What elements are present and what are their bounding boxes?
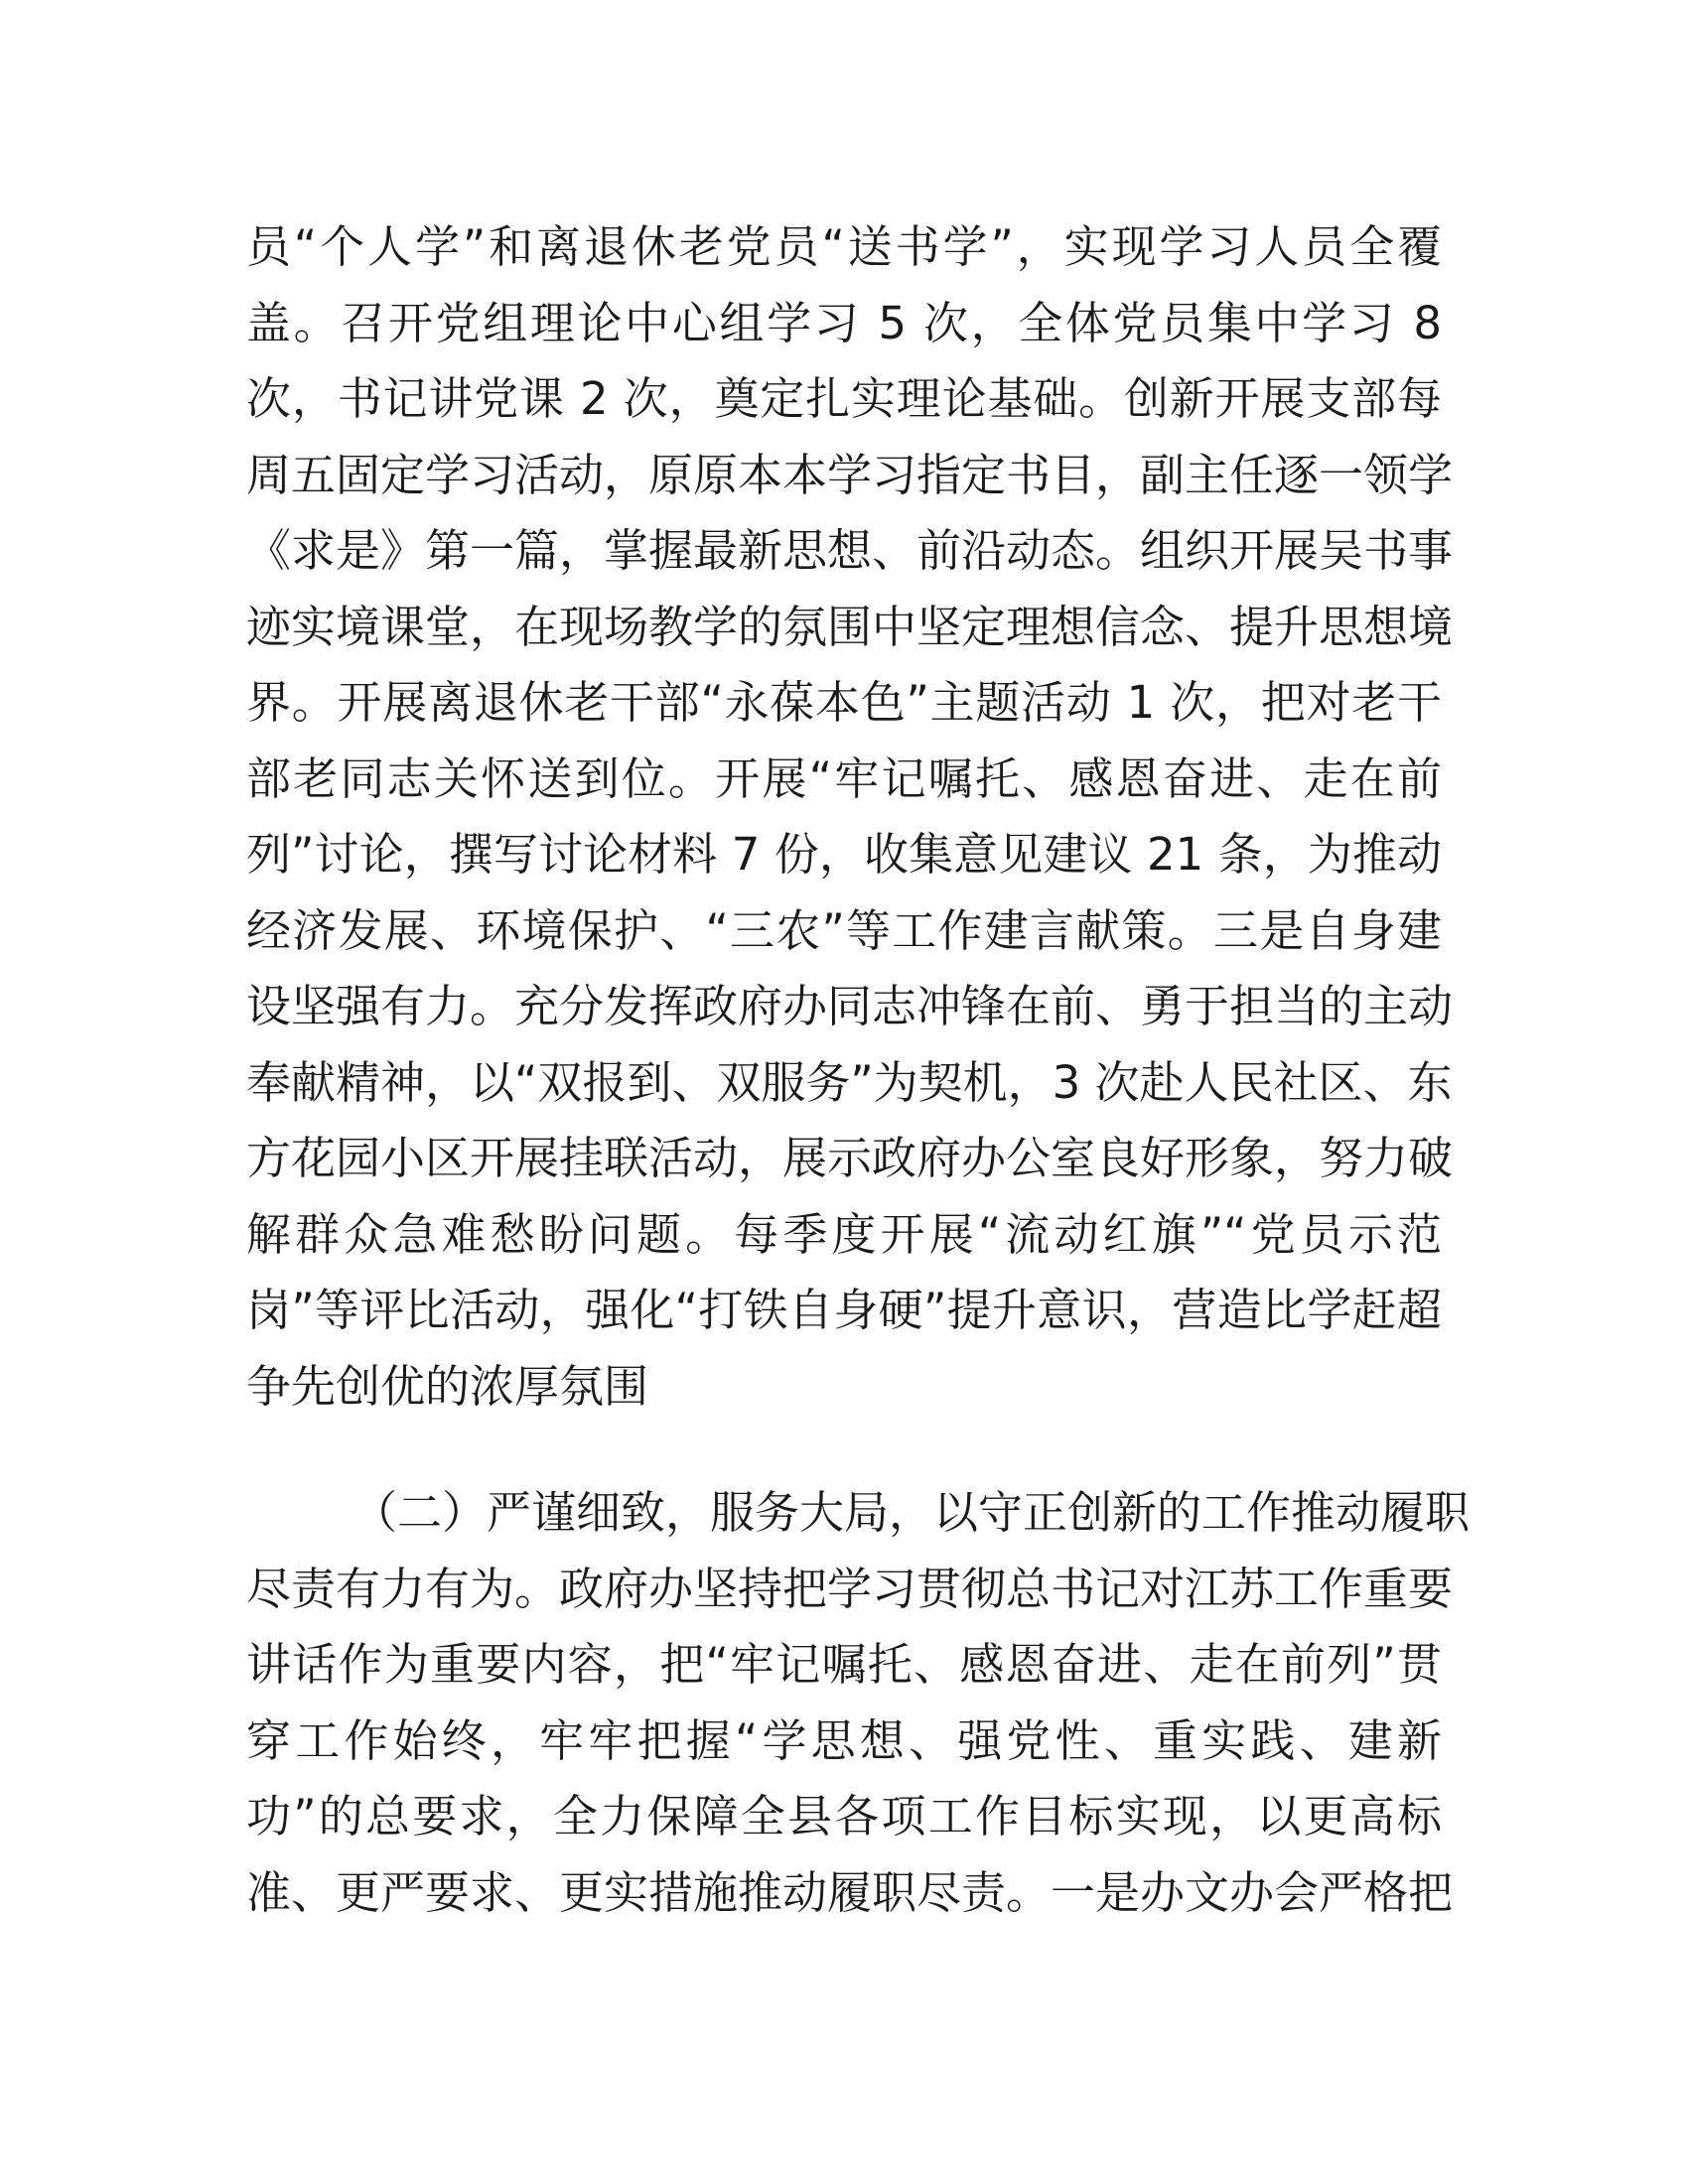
text-line: 讲话作为重要内容，把“牢记嘱托、感恩奋进、走在前列”贯 [246, 1638, 1442, 1691]
text-line: 次，书记讲党课 2 次，奠定扎实理论基础。创新开展支部每 [246, 372, 1442, 425]
text-line: 准、更严要求、更实措施推动履职尽责。一是办文办会严格把 [246, 1865, 1454, 1919]
text-line: 争先创优的浓厚氛围 [246, 1359, 649, 1413]
text-line: 岗”等评比活动，强化“打铁自身硬”提升意识，营造比学赶超 [246, 1284, 1442, 1336]
text-line: 迹实境课堂，在现场教学的氛围中坚定理想信念、提升思想境 [246, 600, 1454, 653]
text-line: 列”讨论，撰写讨论材料 7 份，收集意见建议 21 条，为推动 [246, 828, 1442, 881]
text-line: 方花园小区开展挂联活动，展示政府办公室良好形象，努力破 [246, 1132, 1454, 1184]
text-line: 功”的总要求，全力保障全县各项工作目标实现，以更高标 [246, 1790, 1442, 1843]
text-line: 《求是》第一篇，掌握最新思想、前沿动态。组织开展吴书事 [246, 524, 1454, 577]
text-line: 部老同志关怀送到位。开展“牢记嘱托、感恩奋进、走在前 [246, 751, 1442, 805]
text-line: 经济发展、环境保护、“三农”等工作建言献策。三是自身建 [246, 903, 1442, 957]
text-line: 尽责有力有为。政府办坚持把学习贯彻总书记对江苏工作重要 [246, 1562, 1454, 1615]
body-paragraph-2 [246, 1475, 1471, 1931]
text-line: 周五固定学习活动，原原本本学习指定书目，副主任逐一领学 [246, 448, 1454, 501]
text-line: 解群众急难愁盼问题。每季度开展“流动红旗”“党员示范 [246, 1207, 1442, 1261]
text-line: 盖。召开党组理论中心组学习 5 次，全体党员集中学习 8 [246, 296, 1442, 349]
text-line: （二）严谨细致，服务大局，以守正创新的工作推动履职 [352, 1486, 1471, 1539]
text-line: 穿工作始终，牢牢把握“学思想、强党性、重实践、建新 [246, 1713, 1442, 1767]
text-line: 员“个人学”和离退休老党员“送书学”，实现学习人员全覆 [246, 220, 1442, 273]
text-line: 奉献精神，以“双报到、双服务”为契机，3 次赴人民社区、东 [246, 1055, 1453, 1109]
body-paragraph-1 [246, 209, 1454, 1425]
text-line: 设坚强有力。充分发挥政府办同志冲锋在前、勇于担当的主动 [246, 980, 1454, 1032]
text-line: 界。开展离退休老干部“永葆本色”主题活动 1 次，把对老干 [246, 676, 1442, 729]
